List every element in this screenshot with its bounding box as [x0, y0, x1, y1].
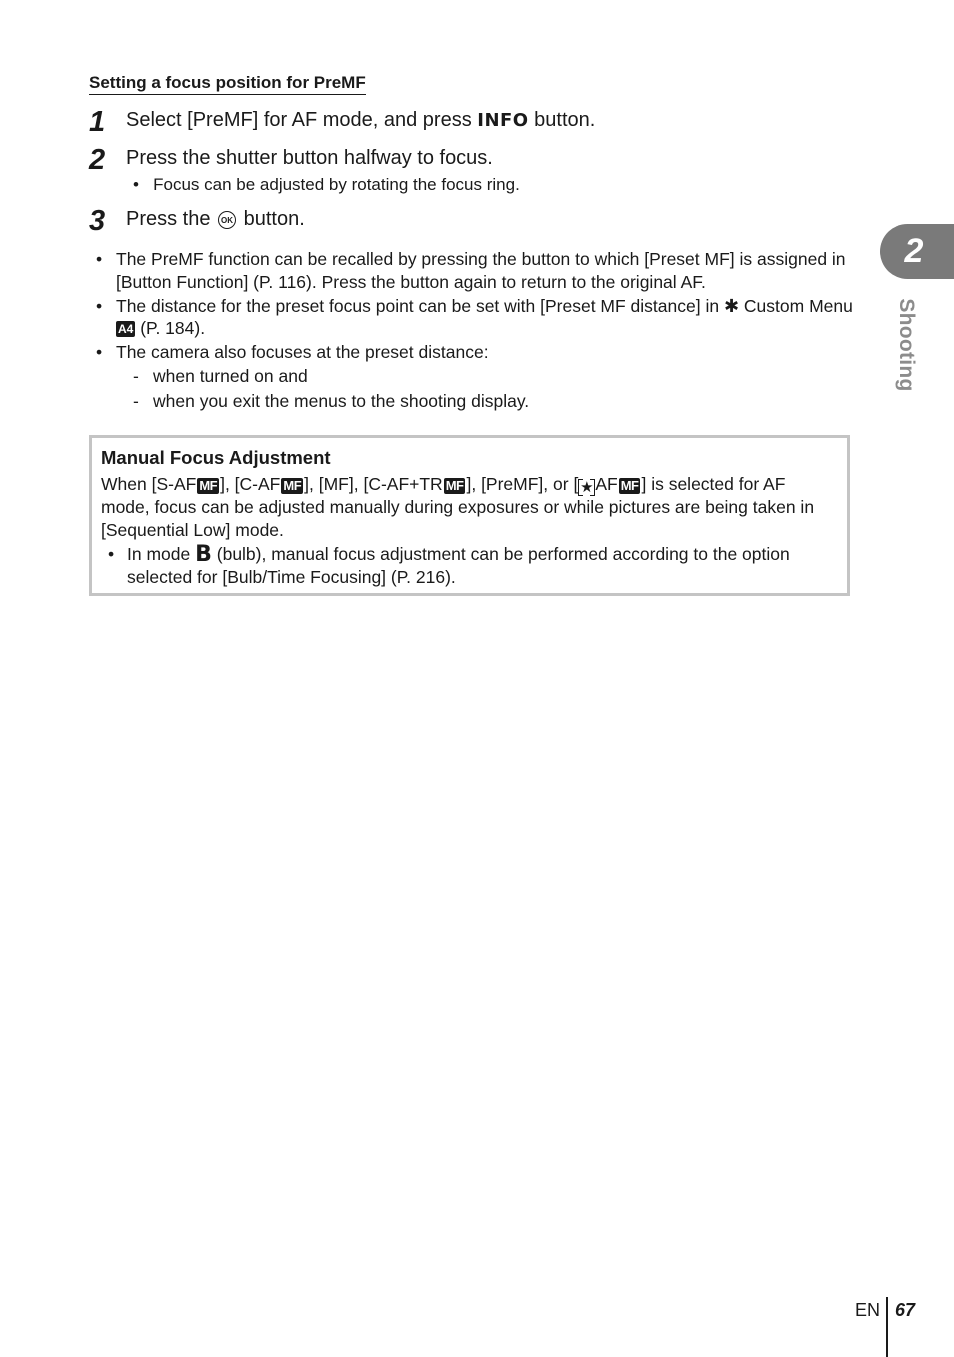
footer-divider: [886, 1297, 888, 1357]
dash-item: - when you exit the menus to the shooting display.: [133, 390, 530, 411]
chapter-tab: [880, 224, 954, 279]
custom-menu-gear-icon: ✱: [723, 295, 740, 316]
step-2: [89, 146, 849, 196]
notes-list: [96, 248, 856, 414]
step-number: 1: [89, 106, 106, 138]
step-text: Select [PreMF] for AF mode, and press INFO button.: [126, 109, 596, 131]
note-item: • The PreMF function can be recalled by pressing the button to which [Preset MF] is assigned in [Button Function] (P. 116). Press the button again to return to the original AF.: [96, 249, 846, 292]
footer-language: EN: [855, 1300, 881, 1320]
chapter-label: Shooting: [895, 298, 918, 392]
step-sub-bullet: • Focus can be adjusted by rotating the focus ring.: [133, 175, 520, 194]
info-button-label: INFO: [477, 110, 529, 131]
mf-badge: MF: [445, 478, 464, 494]
mf-badge: MF: [199, 478, 218, 494]
box-bullet: • In mode B (bulb), manual focus adjustment can be performed according to the option selected for [Bulb/Time Focusing] (P. 216).: [108, 541, 790, 588]
face-priority-star-icon: ★: [580, 479, 594, 497]
step-number: 2: [89, 144, 106, 176]
ok-button-icon: OK: [218, 211, 236, 229]
mf-badge: MF: [620, 478, 639, 494]
box-paragraph: When [S-AF MF ], [C-AF MF ], [MF], [C-AF+TR MF ], [PreMF], or [ ★ AF MF ] is selected for AF mode, focus can be adjusted manually during exposures or while pictures are being taken in [Sequential Low] mode.: [101, 474, 815, 540]
note-item: • The camera also focuses at the preset distance:: [96, 342, 489, 362]
bulb-mode-icon: B: [195, 541, 212, 567]
section-heading: Setting a focus position for PreMF: [89, 73, 366, 95]
menu-a4-badge: A4: [118, 322, 134, 336]
dash-item: - when turned on and: [133, 366, 308, 386]
step-text: Press the shutter button halfway to focus.: [126, 147, 493, 169]
chapter-number: 2: [904, 232, 924, 270]
mf-badge: MF: [283, 478, 302, 494]
note-item: • The distance for the preset focus point can be set with [Preset MF distance] in ✱ Custom Menu A4 (P. 184).: [96, 295, 853, 338]
manual-focus-box: [89, 435, 850, 596]
page-number: 67: [895, 1300, 916, 1320]
step-number: 3: [89, 205, 106, 237]
box-title: Manual Focus Adjustment: [101, 447, 331, 468]
step-text: Press the OK button.: [126, 208, 305, 230]
